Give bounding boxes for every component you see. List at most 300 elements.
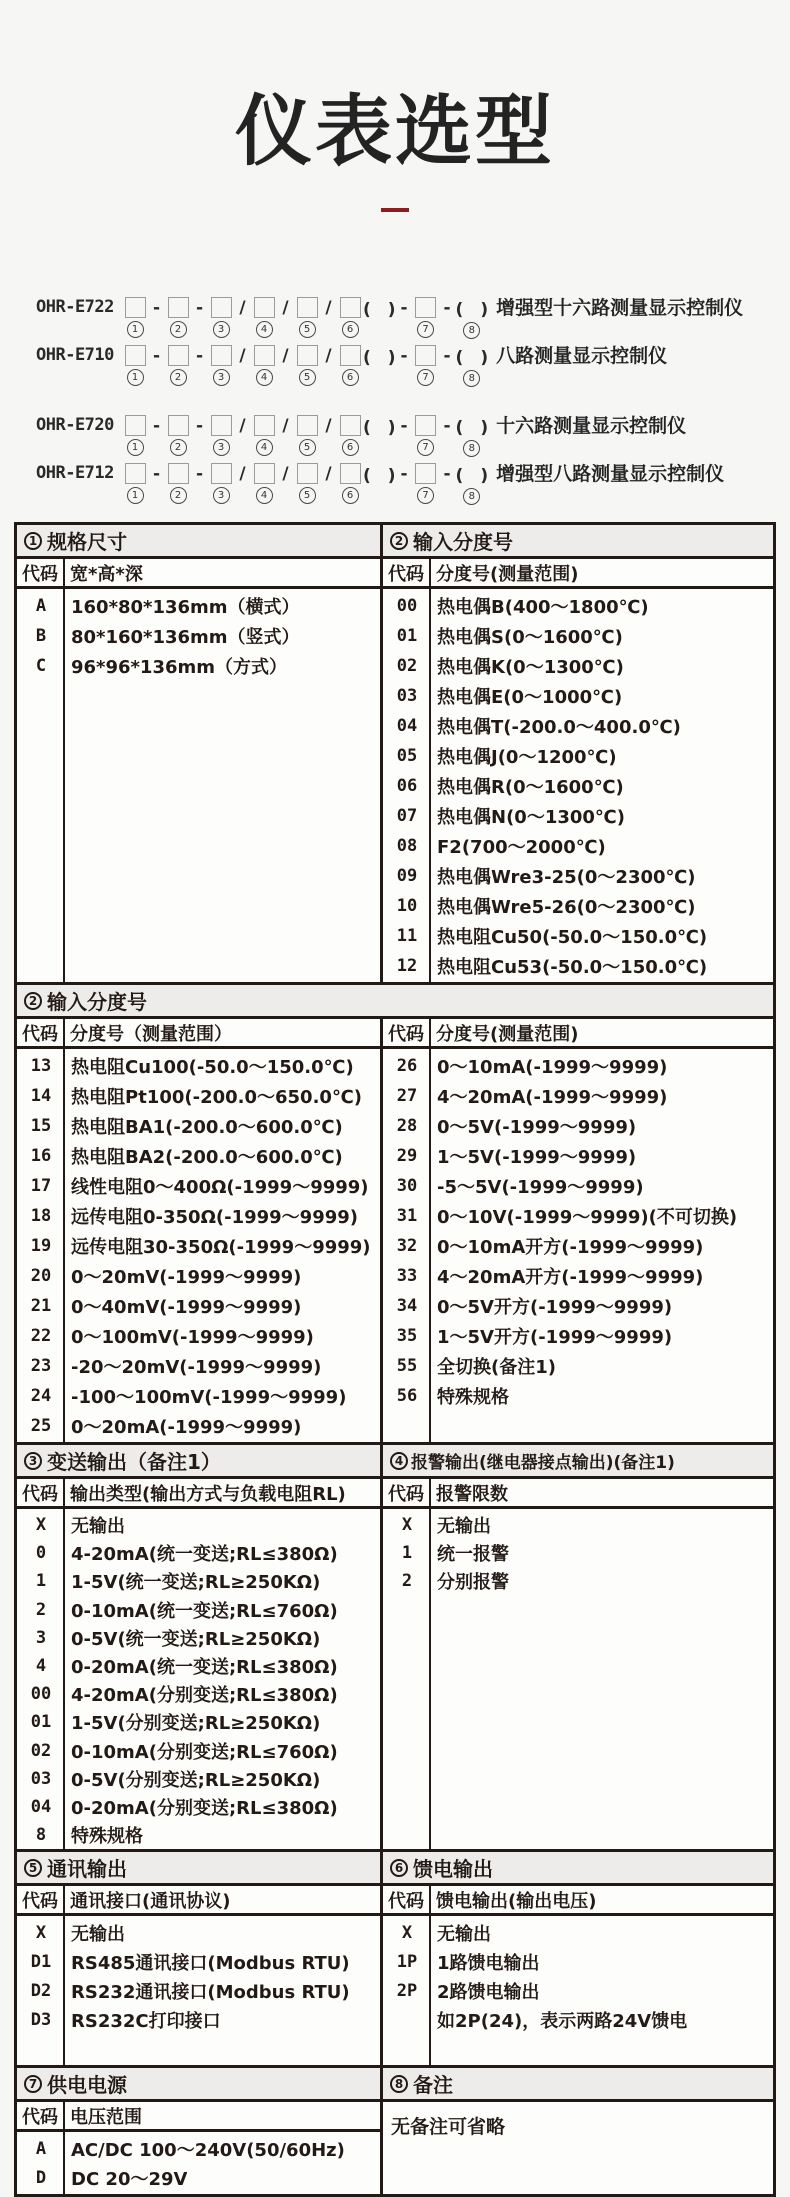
label-column-header: 输出类型(输出方式与负载电阻RL): [70, 1483, 346, 1505]
separator-symbol: ( ): [363, 418, 396, 438]
position-marker: 1: [127, 369, 144, 386]
option-box: [415, 415, 436, 436]
spec-band-2: [14, 982, 776, 1445]
position-marker: 2: [170, 487, 187, 504]
table-row: [383, 1261, 773, 1291]
code-cell: 4: [35, 1656, 47, 1677]
position-marker: 6: [342, 487, 359, 504]
desc-cell: DC 20～29V: [71, 2168, 188, 2190]
table-row: [383, 1539, 773, 1567]
title-accent-divider: [381, 208, 409, 212]
code-cell: 2: [401, 1571, 413, 1592]
desc-cell: RS232通讯接口(Modbus RTU): [71, 1981, 350, 2003]
pattern-slot: [208, 462, 234, 505]
table-row: [383, 1321, 773, 1351]
label-column-header: 分度号（测量范围）: [70, 1023, 232, 1045]
table-row: [383, 1351, 773, 1381]
position-marker: 3: [213, 439, 230, 456]
table-row: [17, 1708, 380, 1736]
label-column-header: 宽*高*深: [70, 563, 143, 585]
circled-number-icon: 2: [390, 532, 408, 550]
code-cell: 12: [396, 956, 418, 976]
table-title: 供电电源: [47, 2073, 127, 2097]
table-input-range-b-left: [17, 1019, 383, 1442]
code-cell: 55: [396, 1356, 418, 1376]
code-cell: 1: [35, 1571, 47, 1592]
pattern-slot: [251, 462, 277, 505]
code-cell: D2: [30, 1980, 52, 2001]
desc-cell: 热电偶E(0～1000℃): [437, 687, 623, 708]
pattern-slot: [148, 414, 165, 457]
pattern-slot: [456, 414, 489, 457]
table-row: [383, 681, 773, 711]
table-row: [17, 621, 380, 651]
code-cell: 17: [30, 1176, 52, 1196]
separator-symbol: -: [443, 415, 451, 436]
table-body: [17, 1049, 380, 1442]
desc-cell: 远传电阻0-350Ω(-1999～9999): [71, 1207, 358, 1228]
position-marker: 3: [213, 321, 230, 338]
circled-number-icon: 4: [390, 1452, 408, 1470]
table-row: [17, 1947, 380, 1976]
position-marker: 4: [256, 321, 273, 338]
separator-symbol: ( ): [363, 466, 396, 486]
position-marker: 1: [127, 487, 144, 504]
code-cell: 14: [30, 1086, 52, 1106]
position-marker: 1: [127, 439, 144, 456]
desc-cell: 热电偶N(0～1300℃): [437, 807, 625, 828]
code-cell: 3: [35, 1627, 47, 1648]
code-cell: A: [35, 596, 47, 616]
code-cell: 15: [30, 1116, 52, 1136]
column-header-row: [17, 1019, 380, 1049]
code-cell: 09: [396, 866, 418, 886]
pattern-slot: [251, 296, 277, 339]
pattern-slot: [337, 414, 363, 457]
section-banner: [17, 985, 773, 1019]
code-cell: 01: [30, 1712, 52, 1733]
separator-symbol: ( ): [455, 300, 489, 320]
separator-symbol: /: [239, 463, 246, 484]
table-row: [17, 1918, 380, 1947]
code-cell: 35: [396, 1326, 418, 1346]
code-cell: 01: [396, 626, 418, 646]
table-input-range-a: [383, 525, 773, 982]
spec-band-5: [14, 2065, 776, 2197]
separator-symbol: -: [152, 415, 161, 436]
code-cell: 21: [30, 1296, 52, 1316]
option-box: [297, 463, 318, 484]
desc-cell: 分别报警: [437, 1572, 509, 1594]
code-cell: 2P: [396, 1980, 418, 2001]
option-box: [297, 415, 318, 436]
pattern-slot: [396, 462, 413, 505]
code-cell: A: [35, 2138, 47, 2159]
desc-cell: 0～10mA(-1999～9999): [437, 1057, 668, 1078]
table-header: [17, 525, 380, 559]
table-header: [383, 2068, 773, 2102]
code-cell: C: [35, 656, 47, 676]
pattern-slot: [234, 344, 251, 387]
desc-cell: 1～5V(-1999～9999): [437, 1147, 637, 1168]
desc-cell: 1～5V开方(-1999～9999): [437, 1327, 673, 1348]
separator-symbol: -: [195, 463, 204, 484]
desc-cell: 热电偶J(0～1200℃): [437, 747, 617, 768]
option-box: [168, 297, 189, 318]
code-cell: 08: [396, 836, 418, 856]
desc-cell: 4～20mA开方(-1999～9999): [437, 1267, 704, 1288]
code-cell: 2: [35, 1599, 47, 1620]
option-box: [168, 345, 189, 366]
circled-number-icon: 6: [390, 1859, 408, 1877]
option-box: [211, 345, 232, 366]
table-row: [17, 591, 380, 621]
desc-cell: 热电偶Wre5-26(0～2300℃): [437, 897, 696, 918]
code-cell: 18: [30, 1206, 52, 1226]
pattern-slot: [294, 414, 320, 457]
table-header: [17, 1445, 380, 1479]
pattern-slot: [234, 462, 251, 505]
position-marker: 1: [127, 321, 144, 338]
table-row: [17, 1261, 380, 1291]
pattern-slot: [251, 344, 277, 387]
code-cell: 16: [30, 1146, 52, 1166]
desc-cell: 1路馈电输出: [437, 1952, 540, 1974]
table-remarks: [383, 2068, 773, 2194]
pattern-slot: [363, 296, 396, 339]
remarks-note: 无备注可省略: [391, 2116, 506, 2138]
desc-cell: 0～10mA开方(-1999～9999): [437, 1237, 704, 1258]
pattern-slot: [148, 296, 165, 339]
separator-symbol: /: [282, 345, 289, 366]
position-marker: 5: [299, 487, 316, 504]
separator-symbol: -: [152, 463, 161, 484]
label-column-header: 分度号(测量范围): [436, 563, 579, 585]
table-body: [383, 1049, 773, 1442]
code-cell: 06: [396, 776, 418, 796]
code-cell: 34: [396, 1296, 418, 1316]
table-body: [17, 1916, 380, 2065]
pattern-slot: [320, 296, 337, 339]
desc-cell: 0～20mA(-1999～9999): [71, 1417, 302, 1438]
code-column-header: 代码: [17, 1886, 65, 1913]
table-row: [17, 1976, 380, 2005]
table-row: [383, 2005, 773, 2034]
code-cell: 33: [396, 1266, 418, 1286]
desc-cell: 0～100mV(-1999～9999): [71, 1327, 314, 1348]
table-header: [383, 1445, 773, 1479]
option-box: [254, 345, 275, 366]
position-marker: 7: [417, 369, 434, 386]
code-column-header: 代码: [17, 1019, 65, 1046]
code-cell: 00: [30, 1684, 52, 1705]
position-marker: 2: [170, 439, 187, 456]
table-row: [383, 1051, 773, 1081]
code-cell: 25: [30, 1416, 52, 1436]
pattern-slot: [363, 462, 396, 505]
code-cell: 30: [396, 1176, 418, 1196]
option-box: [211, 297, 232, 318]
separator-symbol: /: [325, 463, 332, 484]
code-cell: D1: [30, 1951, 52, 1972]
pattern-slot: [396, 344, 413, 387]
desc-cell: 如2P(24)，表示两路24V馈电: [437, 2010, 688, 2032]
code-cell: 10: [396, 896, 418, 916]
circled-number-icon: 1: [24, 532, 42, 550]
separator-symbol: /: [239, 345, 246, 366]
desc-cell: 0～5V开方(-1999～9999): [437, 1297, 673, 1318]
table-body: [17, 2132, 380, 2194]
desc-cell: 2路馈电输出: [437, 1981, 540, 2003]
desc-cell: 0-20mA(统一变送;RL≤380Ω): [71, 1657, 338, 1679]
table-row: [383, 771, 773, 801]
model-code: OHR-E712: [36, 463, 114, 483]
table-row: [383, 1201, 773, 1231]
table-row: [17, 1539, 380, 1567]
code-cell: 13: [30, 1056, 52, 1076]
position-marker: 8: [463, 370, 480, 387]
circled-number-icon: 5: [24, 1859, 42, 1877]
pattern-slot: [337, 462, 363, 505]
code-cell: 20: [30, 1266, 52, 1286]
code-cell: 03: [30, 1768, 52, 1789]
table-header: [383, 1852, 773, 1886]
model-pattern: [122, 344, 488, 387]
separator-symbol: -: [152, 297, 161, 318]
model-code: OHR-E720: [36, 415, 114, 435]
model-ordering-list: [36, 296, 784, 516]
separator-symbol: /: [325, 415, 332, 436]
pattern-slot: [396, 414, 413, 457]
desc-cell: 热电阻BA2(-200.0～600.0℃): [71, 1147, 343, 1168]
code-cell: 03: [396, 686, 418, 706]
position-marker: 8: [463, 322, 480, 339]
table-row: [383, 1141, 773, 1171]
option-box: [297, 345, 318, 366]
position-marker: 7: [417, 439, 434, 456]
table-row: [383, 951, 773, 981]
code-cell: 28: [396, 1116, 418, 1136]
table-row: [383, 1381, 773, 1411]
circled-number-icon: 3: [24, 1452, 42, 1470]
desc-cell: F2(700～2000℃): [437, 837, 606, 858]
code-cell: 19: [30, 1236, 52, 1256]
model-pattern: [122, 296, 488, 339]
pattern-slot: [234, 296, 251, 339]
pattern-slot: [122, 296, 148, 339]
desc-cell: 热电偶T(-200.0～400.0℃): [437, 717, 681, 738]
separator-symbol: /: [325, 297, 332, 318]
option-box: [254, 415, 275, 436]
desc-cell: 统一报警: [437, 1544, 509, 1566]
table-row: [383, 1081, 773, 1111]
column-header-row: [17, 1479, 380, 1509]
position-marker: 3: [213, 487, 230, 504]
separator-symbol: -: [443, 463, 451, 484]
code-cell: 02: [30, 1740, 52, 1761]
code-cell: 29: [396, 1146, 418, 1166]
option-box: [254, 463, 275, 484]
pattern-slot: [148, 344, 165, 387]
pattern-slot: [277, 462, 294, 505]
desc-cell: 热电偶K(0～1300℃): [437, 657, 624, 678]
pattern-slot: [456, 296, 489, 339]
pattern-slot: [208, 296, 234, 339]
pattern-slot: [122, 344, 148, 387]
table-title: 通讯输出: [47, 1857, 127, 1881]
code-column-header: 代码: [17, 1479, 65, 1506]
circled-number-icon: 7: [24, 2075, 42, 2093]
table-row: [383, 801, 773, 831]
separator-symbol: -: [443, 297, 451, 318]
code-cell: 02: [396, 656, 418, 676]
spec-tables: [14, 522, 776, 2197]
option-box: [168, 415, 189, 436]
separator-symbol: /: [325, 345, 332, 366]
position-marker: 4: [256, 487, 273, 504]
position-marker: 6: [342, 321, 359, 338]
spec-band-1: [14, 522, 776, 985]
code-column-header: 代码: [17, 559, 65, 586]
table-row: [17, 2163, 380, 2192]
model-row: [36, 344, 667, 387]
separator-symbol: ( ): [363, 300, 396, 320]
table-title: 规格尺寸: [47, 530, 127, 554]
desc-cell: 热电偶S(0～1600℃): [437, 627, 623, 648]
desc-cell: 热电偶Wre3-25(0～2300℃): [437, 867, 696, 888]
table-row: [17, 651, 380, 681]
desc-cell: 热电阻Cu53(-50.0～150.0℃): [437, 957, 708, 978]
code-cell: 11: [396, 926, 418, 946]
pattern-slot: [294, 344, 320, 387]
table-row: [17, 1652, 380, 1680]
desc-cell: 特殊规格: [71, 1826, 143, 1848]
code-cell: 04: [30, 1796, 52, 1817]
table-title: 输入分度号: [47, 990, 147, 1014]
page-title: 仪表选型: [235, 88, 555, 177]
pattern-slot: [456, 462, 489, 505]
desc-cell: 0～10V(-1999～9999)(不可切换): [437, 1207, 738, 1228]
position-marker: 4: [256, 439, 273, 456]
pattern-slot: [277, 344, 294, 387]
table-header: [17, 2068, 380, 2102]
pattern-slot: [122, 462, 148, 505]
desc-cell: 热电偶R(0～1600℃): [437, 777, 624, 798]
pattern-slot: [165, 296, 191, 339]
model-code: OHR-E710: [36, 345, 114, 365]
desc-cell: 热电偶B(400～1800℃): [437, 597, 649, 618]
code-cell: 32: [396, 1236, 418, 1256]
table-row: [17, 1596, 380, 1624]
option-box: [340, 345, 361, 366]
option-box: [125, 297, 146, 318]
pattern-slot: [165, 344, 191, 387]
label-column-header: 报警限数: [436, 1483, 508, 1505]
table-row: [17, 1511, 380, 1539]
table-row: [383, 711, 773, 741]
option-box: [211, 415, 232, 436]
column-header-row: [383, 1886, 773, 1916]
table-input-range-b-right: [383, 1019, 773, 1442]
table-row: [17, 1351, 380, 1381]
table-row: [17, 1737, 380, 1765]
pattern-slot: [320, 344, 337, 387]
table-title: 备注: [413, 2073, 453, 2097]
separator-symbol: ( ): [455, 348, 489, 368]
table-row: [383, 1111, 773, 1141]
table-row: [17, 1051, 380, 1081]
separator-symbol: /: [282, 415, 289, 436]
desc-cell: 无输出: [71, 1923, 125, 1945]
option-box: [340, 415, 361, 436]
model-description: 增强型八路测量显示控制仪: [496, 463, 725, 485]
desc-cell: -20～20mV(-1999～9999): [71, 1357, 322, 1378]
pattern-slot: [439, 296, 456, 339]
position-marker: 5: [299, 439, 316, 456]
separator-symbol: -: [195, 345, 204, 366]
spec-band-4: [14, 1849, 776, 2068]
option-box: [297, 297, 318, 318]
circled-number-icon: 2: [24, 992, 42, 1010]
pattern-slot: [148, 462, 165, 505]
pattern-slot: [456, 344, 489, 387]
desc-cell: 1-5V(分别变送;RL≥250KΩ): [71, 1713, 321, 1735]
table-transmit-output: [17, 1445, 383, 1849]
table-row: [17, 1567, 380, 1595]
table-header: [383, 525, 773, 559]
desc-cell: 0～40mV(-1999～9999): [71, 1297, 302, 1318]
code-cell: X: [401, 1515, 413, 1536]
table-row: [17, 1680, 380, 1708]
desc-cell: 无输出: [437, 1516, 491, 1538]
option-box: [415, 297, 436, 318]
column-header-row: [383, 1019, 773, 1049]
column-header-row: [383, 559, 773, 589]
desc-cell: 160*80*136mm（横式）: [71, 597, 300, 618]
code-cell: 26: [396, 1056, 418, 1076]
table-row: [17, 1411, 380, 1441]
pattern-slot: [337, 296, 363, 339]
option-box: [254, 297, 275, 318]
desc-cell: AC/DC 100～240V(50/60Hz): [71, 2139, 345, 2161]
code-cell: 00: [396, 596, 418, 616]
table-title: 变送输出（备注1）: [47, 1450, 221, 1474]
pattern-slot: [191, 344, 208, 387]
pattern-slot: [363, 414, 396, 457]
code-cell: 56: [396, 1386, 418, 1406]
table-header: [17, 1852, 380, 1886]
position-marker: 2: [170, 369, 187, 386]
code-column-header: 代码: [383, 1479, 431, 1506]
spec-band-3: [14, 1442, 776, 1852]
pattern-slot: [277, 414, 294, 457]
model-code: OHR-E722: [36, 297, 114, 317]
table-row: [383, 621, 773, 651]
code-cell: 1P: [396, 1951, 418, 1972]
model-description: 增强型十六路测量显示控制仪: [496, 297, 744, 319]
column-header-row: [17, 559, 380, 589]
table-row: [383, 591, 773, 621]
desc-cell: 96*96*136mm（方式）: [71, 657, 288, 678]
option-box: [125, 463, 146, 484]
table-row: [383, 651, 773, 681]
table-body: [17, 1509, 380, 1849]
pattern-slot: [413, 462, 439, 505]
desc-cell: 热电阻Cu100(-50.0～150.0℃): [71, 1057, 354, 1078]
desc-cell: 特殊规格: [437, 1387, 509, 1408]
table-title: 馈电输出: [413, 1857, 493, 1881]
desc-cell: 0～5V(-1999～9999): [437, 1117, 637, 1138]
